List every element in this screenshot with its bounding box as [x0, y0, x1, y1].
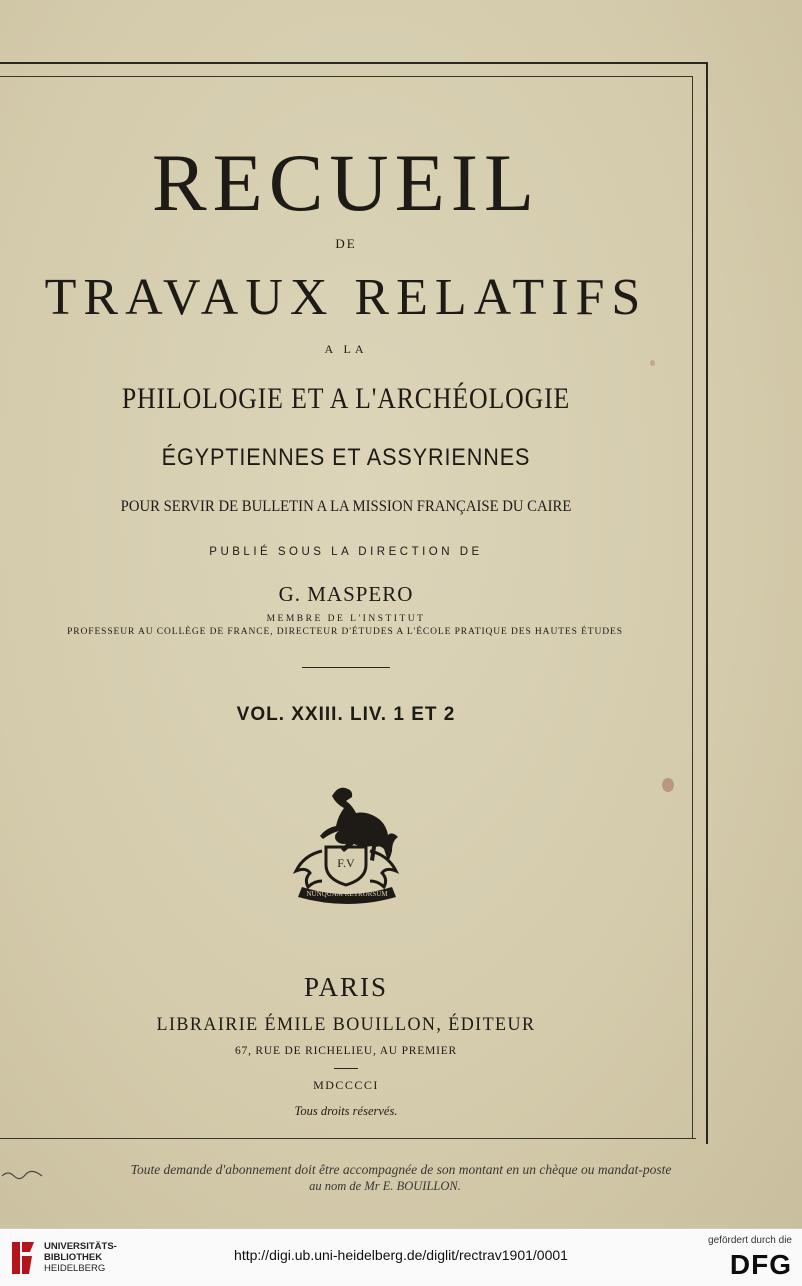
dfg-logo[interactable]: DFG — [729, 1249, 792, 1280]
printer-emblem — [282, 775, 412, 915]
connector-a-la: A LA — [324, 342, 368, 356]
library-name-line2: BIBLIOTHEK — [44, 1252, 103, 1263]
city: PARIS — [303, 972, 389, 1002]
bottom-border — [0, 1138, 696, 1139]
small-rule — [334, 1068, 358, 1069]
document-url[interactable]: http://digi.ub.uni-heidelberg.de/diglit/rectrav1901/0001 — [234, 1247, 568, 1263]
subtitle: TRAVAUX RELATIFS — [44, 269, 648, 326]
paper-stain — [650, 360, 655, 366]
divider-rule — [302, 667, 390, 668]
publisher: LIBRAIRIE ÉMILE BOUILLON, ÉDITEUR — [156, 1014, 536, 1035]
region-line: ÉGYPTIENNES ET ASSYRIENNES — [161, 444, 531, 471]
editor-name: G. MASPERO — [278, 582, 414, 606]
volume-line: VOL. XXIII. LIV. 1 ET 2 — [236, 704, 456, 725]
paper-stain — [662, 778, 674, 792]
sponsor-label: gefördert durch die — [708, 1235, 792, 1246]
emblem-motto: NUNQUAM RETRORSUM — [306, 890, 388, 898]
subscription-notice-line2: au nom de Mr E. BOUILLON. — [309, 1179, 461, 1193]
main-title: RECUEIL — [151, 137, 541, 228]
subject-line: PHILOLOGIE ET A L'ARCHÉOLOGIE — [121, 382, 571, 415]
rights-notice: Tous droits réservés. — [294, 1104, 398, 1118]
editor-title: MEMBRE DE L'INSTITUT — [266, 614, 426, 624]
published-under: PUBLIÉ SOUS LA DIRECTION DE — [209, 546, 483, 558]
subscription-notice-line1: Toute demande d'abonnement doit être accompagnée de son montant en un chèque ou mandat-poste — [130, 1162, 672, 1177]
library-name-line3: HEIDELBERG — [44, 1263, 106, 1274]
editor-positions: PROFESSEUR AU COLLÈGE DE FRANCE, DIRECTEUR D'ÉTUDES A L'ÉCOLE PRATIQUE DES HAUTES ÉTUDES — [67, 627, 623, 637]
publication-year: MDCCCCI — [313, 1078, 379, 1092]
emblem-initials: F.V — [337, 856, 355, 870]
purpose-line: POUR SERVIR DE BULLETIN A LA MISSION FRANÇAISE DU CAIRE — [120, 498, 572, 515]
viewer-footer — [0, 1228, 802, 1286]
library-name-line1: UNIVERSITÄTS- — [44, 1241, 117, 1252]
publisher-address: 67, RUE DE RICHELIEU, AU PREMIER — [234, 1045, 458, 1057]
connector-de: DE — [335, 236, 357, 251]
